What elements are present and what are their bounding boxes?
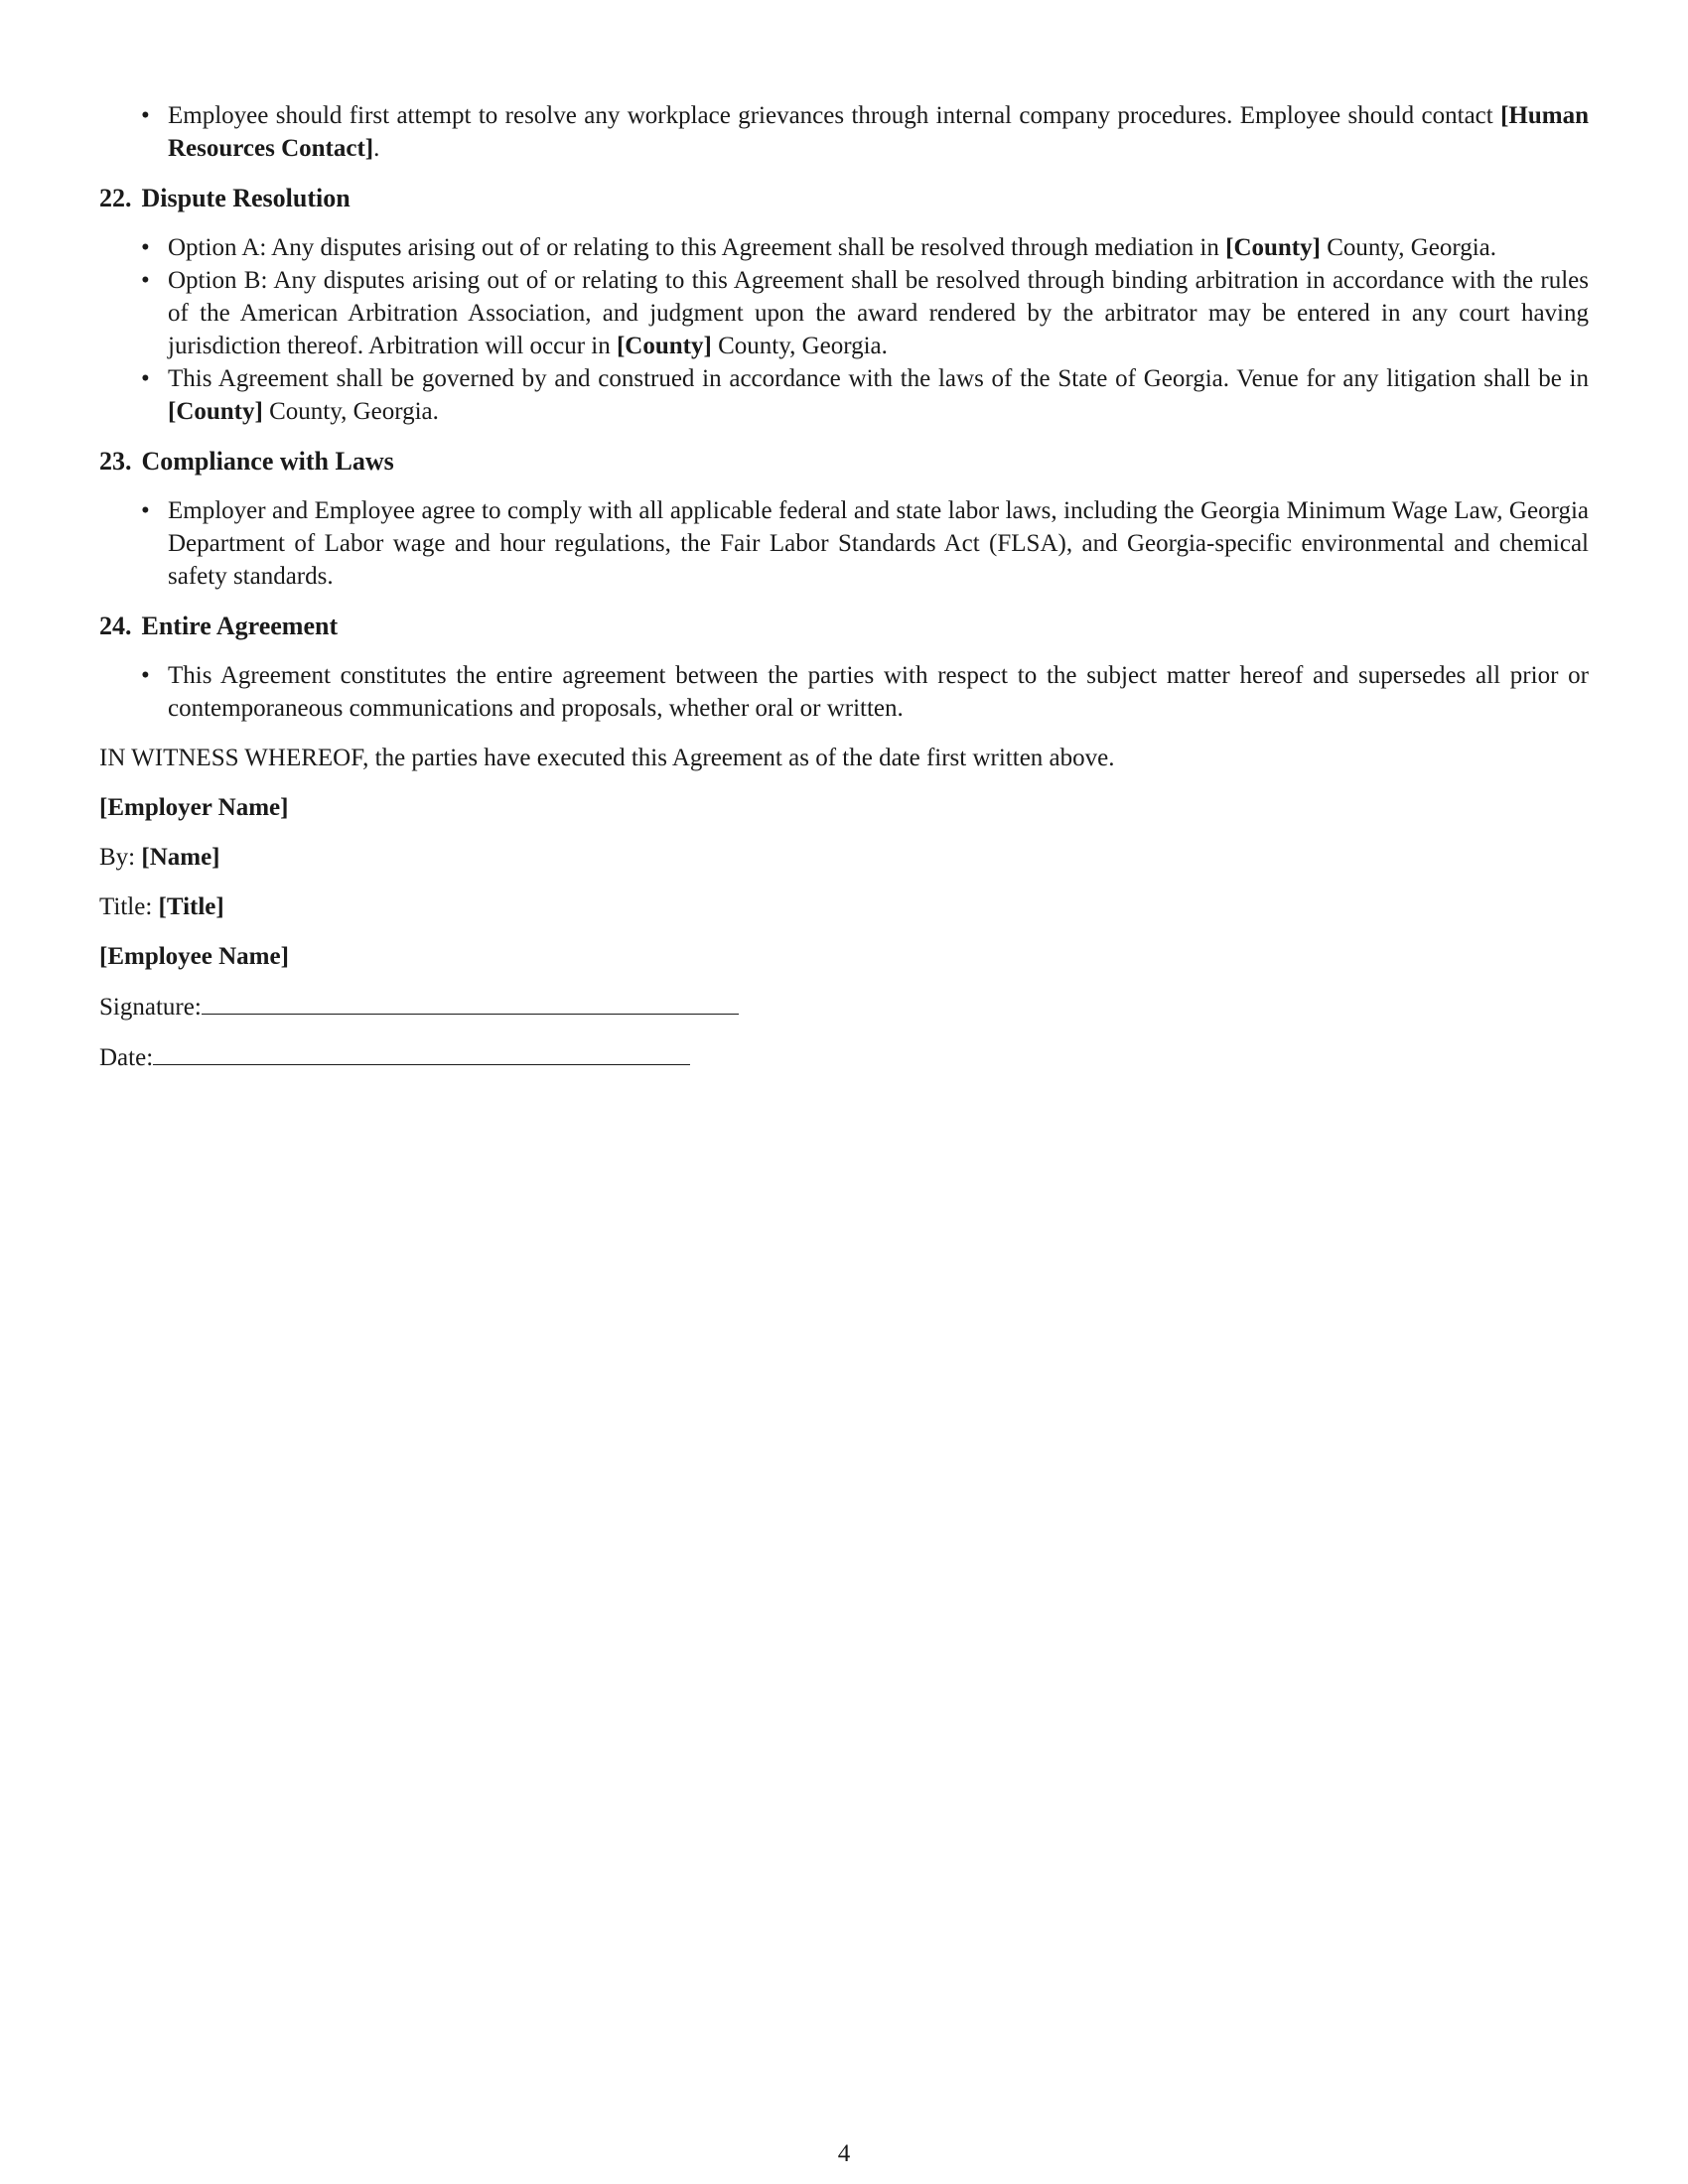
by-line xyxy=(99,841,1589,874)
clause-text: Option A: Any disputes arising out of or relating to this Agreement shall be resolved through mediation in xyxy=(168,234,1226,261)
title-label: Title: xyxy=(99,893,159,920)
list-item: • Employer and Employee agree to comply with all applicable federal and state labor laws, including the Georgia Minimum Wage Law, Georgia Department of Labor wage and hour regulations, the Fair Labor Standards Act (FLSA), and Georgia-specific environmental and chemical safety standards. xyxy=(168,494,1589,593)
section-title: Entire Agreement xyxy=(141,612,339,640)
county-placeholder: [County] xyxy=(168,398,263,425)
date-label: Date: xyxy=(99,1044,154,1071)
clause-text-end: County, Georgia. xyxy=(1320,234,1497,261)
date-line xyxy=(99,1040,1589,1074)
title-placeholder: [Title] xyxy=(158,893,224,920)
by-label: By: xyxy=(99,844,142,871)
list-item xyxy=(168,264,1589,362)
witness-statement: IN WITNESS WHEREOF, the parties have executed this Agreement as of the date first written above. xyxy=(99,745,1115,771)
date-field[interactable] xyxy=(153,1040,690,1065)
list-item xyxy=(168,362,1589,428)
entire-agreement-list xyxy=(99,659,1589,725)
clause-text-end: County, Georgia. xyxy=(711,333,888,359)
county-placeholder: [County] xyxy=(616,333,712,359)
county-placeholder: [County] xyxy=(1225,234,1321,261)
title-line xyxy=(99,890,1589,923)
list-item xyxy=(168,231,1589,264)
clause-text-end: County, Georgia. xyxy=(262,398,439,425)
section-number: 24. xyxy=(99,612,132,640)
list-item: • This Agreement constitutes the entire agreement between the parties with respect to the subject matter hereof and supersedes all prior or contemporaneous communications and proposals, whether oral or written. xyxy=(168,659,1589,725)
page-number: 4 xyxy=(837,2140,851,2167)
section-22-heading xyxy=(99,182,1589,214)
by-name-placeholder: [Name] xyxy=(141,844,220,871)
grievance-bullet xyxy=(168,99,1589,165)
clause-text: This Agreement shall be governed by and construed in accordance with the laws of the State of Georgia. Venue for any litigation shall be in xyxy=(168,365,1589,392)
grievance-text: Employee should first attempt to resolve any workplace grievances through internal company procedures. Employee should contact xyxy=(168,102,1501,129)
section-24-heading xyxy=(99,610,1589,642)
section-23-heading xyxy=(99,445,1589,478)
hr-contact-placeholder: [Human Resources Contact] xyxy=(168,102,1589,162)
section-number: 23. xyxy=(99,447,132,476)
section-title: Compliance with Laws xyxy=(141,447,394,476)
employee-name: [Employee Name] xyxy=(99,943,289,970)
section-number: 22. xyxy=(99,184,132,212)
employer-name: [Employer Name] xyxy=(99,794,289,821)
clause-text: Option B: Any disputes arising out of or relating to this Agreement shall be resolved through binding arbitration in accordance with the rules of the American Arbitration Association, and judgment upon the award rendered by the arbitrator may be entered in any court having jurisdiction thereof. Arbitration will occur in xyxy=(168,267,1589,359)
document-page xyxy=(99,99,1589,1091)
signature-label: Signature: xyxy=(99,994,202,1021)
grievance-bullet-list xyxy=(99,99,1589,165)
compliance-list xyxy=(99,494,1589,593)
dispute-resolution-list xyxy=(99,231,1589,428)
signature-line xyxy=(99,990,1589,1024)
grievance-text-end: . xyxy=(373,135,380,162)
signature-field[interactable] xyxy=(202,990,739,1015)
section-title: Dispute Resolution xyxy=(141,184,351,212)
